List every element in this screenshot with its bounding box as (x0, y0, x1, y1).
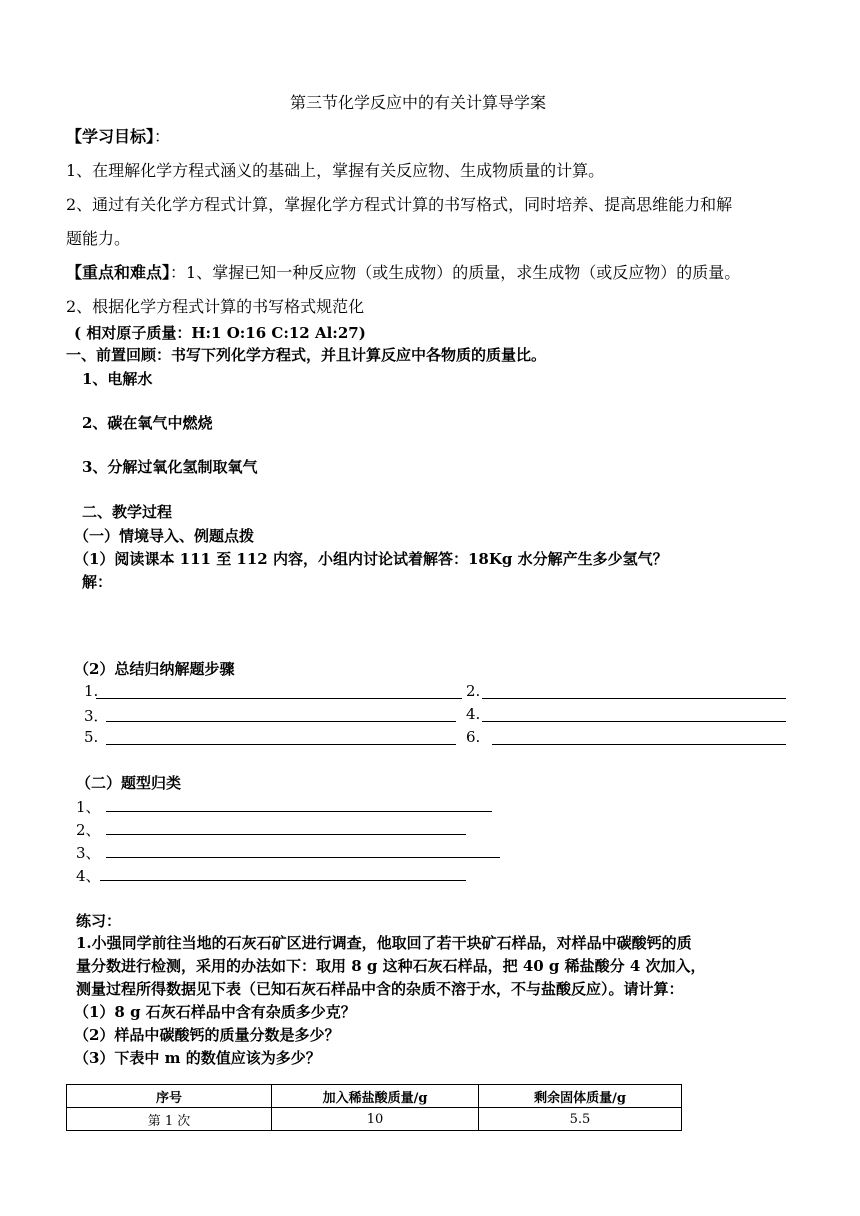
goal-1: 1、在理解化学方程式涵义的基础上，掌握有关反应物、生成物质量的计算。 (66, 161, 605, 180)
goals-colon: ： (154, 127, 171, 146)
step-label: 3． (84, 707, 109, 725)
question-1: （1）阅读课本 111 至 112 内容，小组内讨论试着解答：18Kg 水分解产生多少氢气？ (74, 550, 668, 568)
type-label: 2、 (76, 821, 101, 839)
type-label: 3、 (76, 844, 101, 862)
table-cell: 第 1 次 (67, 1108, 272, 1131)
review-item-1: 1、电解水 (82, 370, 153, 388)
goals-heading: 【学习目标】 (66, 127, 155, 146)
data-table (66, 1084, 682, 1131)
section-intro-heading: （一）情境导入、例题点拨 (74, 527, 255, 545)
atomic-masses: ( 相对原子质量：H:1 O:16 C:12 Al:27) (74, 324, 366, 342)
step-label: 5. (84, 728, 99, 746)
key-points-line (66, 260, 740, 283)
review-heading: 一、前置回顾：书写下列化学方程式，并且计算反应中各物质的质量比。 (66, 346, 547, 364)
type-answer-line[interactable] (106, 857, 500, 858)
review-item-3: 3、分解过氧化氢制取氧气 (82, 458, 258, 476)
review-item-2: 2、碳在氧气中燃烧 (82, 414, 213, 432)
goal-2-line-1: 2、通过有关化学方程式计算，掌握化学方程式计算的书写格式，同时培养、提高思维能力和解 (66, 195, 733, 214)
goals-heading-line (66, 124, 170, 147)
type-answer-line[interactable] (100, 880, 466, 881)
table-header-cell: 加入稀盐酸质量/g (272, 1085, 479, 1108)
practice-1-line-3: 测量过程所得数据见下表（已知石灰石样品中含的杂质不溶于水，不与盐酸反应）。请计算： (76, 980, 684, 998)
goal-2-line-2: 题能力。 (66, 229, 131, 248)
table-header-cell: 序号 (67, 1085, 272, 1108)
step-answer-line[interactable] (96, 698, 462, 699)
key-point-2: 2、根据化学方程式计算的书写格式规范化 (66, 297, 365, 316)
step-label: 4. (466, 705, 481, 723)
page-title: 第三节化学反应中的有关计算导学案 (290, 93, 547, 112)
step-label: 2. (466, 682, 481, 700)
practice-1-line-1: 1.小强同学前往当地的石灰石矿区进行调查，他取回了若干块矿石样品，对样品中碳酸钙的质 (76, 934, 692, 952)
table-cell: 10 (272, 1108, 479, 1131)
process-heading: 二、教学过程 (82, 503, 173, 521)
step-answer-line[interactable] (482, 721, 786, 722)
practice-heading: 练习： (76, 912, 122, 930)
table-header-cell: 剩余固体质量/g (479, 1085, 682, 1108)
table-cell: 5.5 (479, 1108, 682, 1131)
step-answer-line[interactable] (106, 721, 456, 722)
section-types-heading: （二）题型归类 (76, 774, 182, 792)
table-header-row (67, 1085, 682, 1108)
question-2: （2）总结归纳解题步骤 (74, 660, 235, 678)
type-label: 4、 (76, 867, 101, 885)
step-answer-line[interactable] (492, 744, 786, 745)
practice-1-question-1: （1）8 g 石灰石样品中含有杂质多少克？ (74, 1003, 356, 1021)
type-answer-line[interactable] (106, 834, 466, 835)
practice-1-question-2: （2）样品中碳酸钙的质量分数是多少？ (74, 1026, 340, 1044)
solution-label: 解： (82, 573, 113, 591)
step-label: 6. (466, 728, 481, 746)
practice-1-question-3: （3）下表中 m 的数值应该为多少？ (74, 1049, 321, 1067)
practice-1-line-2: 量分数进行检测，采用的办法如下：取用 8 g 这种石灰石样品，把 40 g 稀盐酸分 4 次加入， (76, 957, 706, 975)
table-row (67, 1108, 682, 1131)
step-label: 1. (84, 682, 99, 700)
step-answer-line[interactable] (482, 698, 786, 699)
key-points-text: ：1、掌握已知一种反应物（或生成物）的质量，求生成物（或反应物）的质量。 (170, 263, 741, 282)
key-points-heading: 【重点和难点】 (66, 263, 171, 282)
type-answer-line[interactable] (106, 811, 492, 812)
type-label: 1、 (76, 798, 101, 816)
step-answer-line[interactable] (106, 744, 456, 745)
